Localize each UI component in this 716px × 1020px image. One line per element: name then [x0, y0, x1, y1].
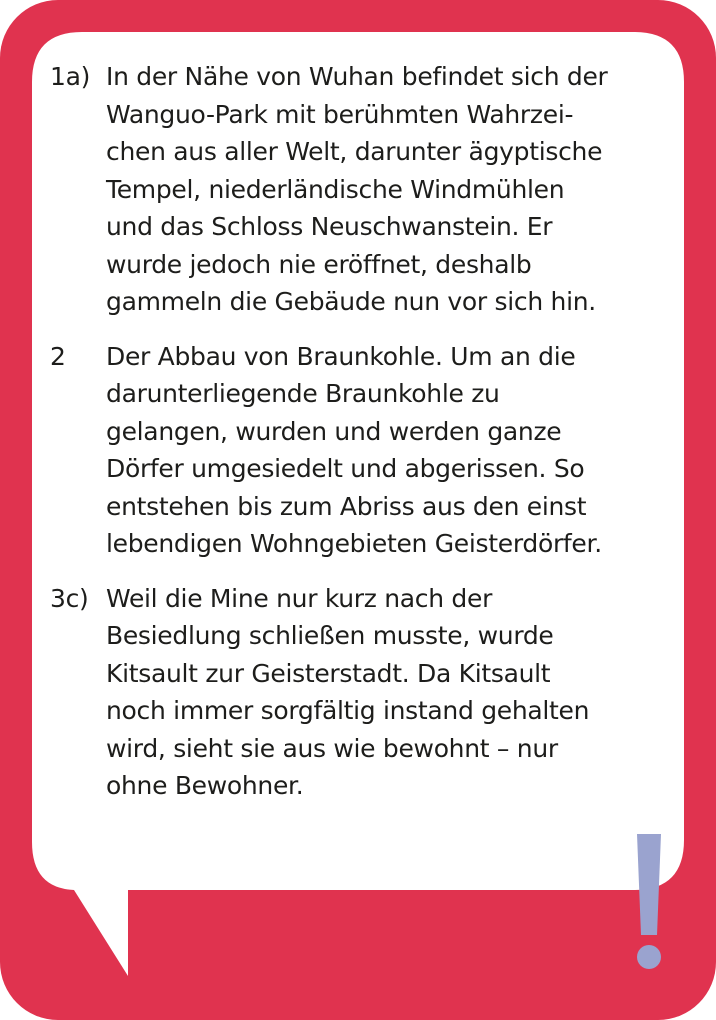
- answer-text: Weil die Mine nur kurz nach der Besiedlung schließen musste, wurde Kitsault zur Geisterstadt. Da Kitsault noch immer sorgfältig instand gehalten wird, sieht sie aus wie bewohnt – nur ohne Bewohner.: [106, 583, 590, 800]
- exclamation-bar: [637, 834, 661, 935]
- exclamation-dot: [637, 945, 661, 969]
- exclamation-mark-icon: [637, 834, 661, 969]
- answer-item: [50, 338, 670, 563]
- answer-text: In der Nähe von Wuhan befindet sich der Wanguo-Park mit berühmten Wahrzei- chen aus aller Welt, darunter ägyptische Tempel, niederländische Windmühlen und das Schloss Neuschwanstein. Er wurde jedoch nie eröffnet, deshalb gammeln die Gebäude nun vor sich hin.: [106, 62, 608, 316]
- answer-number: 1a): [50, 62, 91, 91]
- answer-number: 2: [50, 341, 66, 371]
- answer-list: [50, 58, 670, 822]
- answer-item: [50, 580, 670, 805]
- answer-item: [50, 58, 670, 321]
- answer-number: 3c): [50, 583, 89, 613]
- answer-text: Der Abbau von Braunkohle. Um an die darunterliegende Braunkohle zu gelangen, wurden und werden ganze Dörfer umgesiedelt und abgerissen. So entstehen bis zum Abriss aus den einst lebendigen Wohngebieten Geisterdörfer.: [106, 341, 602, 558]
